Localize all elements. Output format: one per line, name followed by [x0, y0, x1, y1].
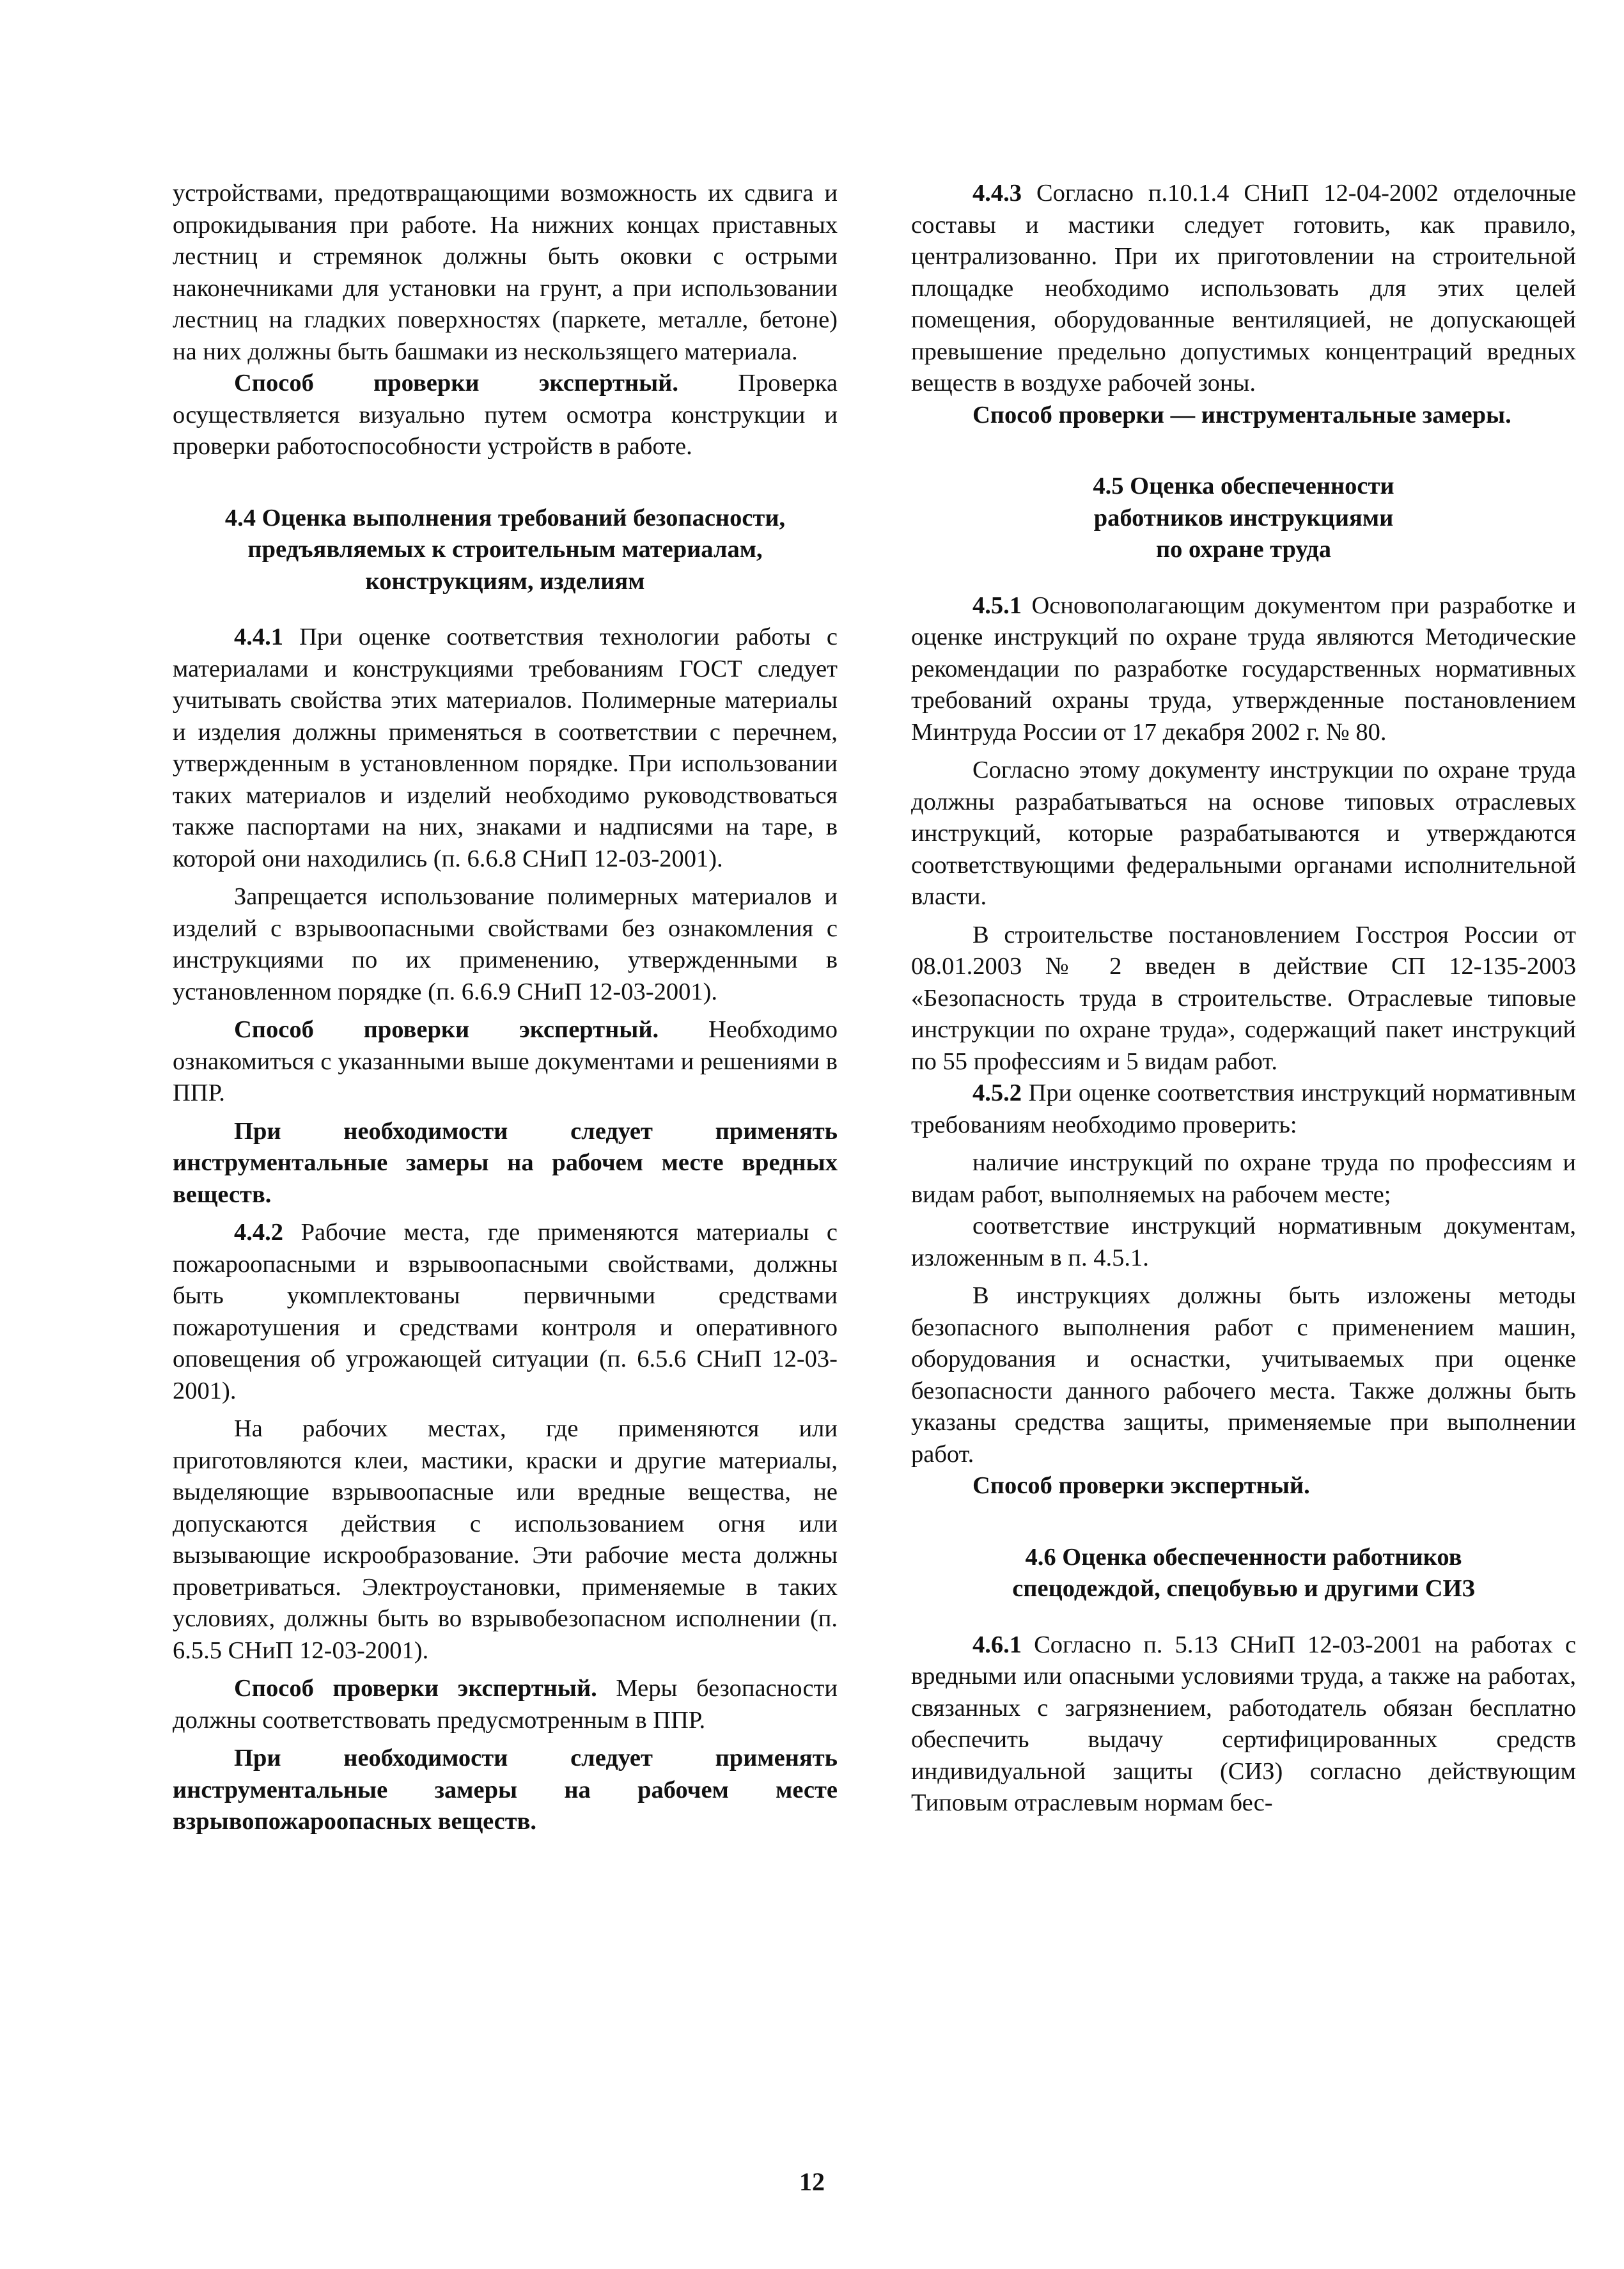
heading-line: предъявляемых к строительным материалам,	[247, 536, 763, 563]
paragraph-4-5-1	[911, 590, 1576, 749]
clause-number: 4.5.2	[972, 1080, 1022, 1106]
paragraph-construction: В строительстве постановлением Госстроя России от 08.01.2003 № 2 введен в действие СП 12-135-2003 «Безопасность труда в строительстве. Отраслевые типовые инструкции по охране труда», содержащий пакет инструкций по 55 профессиям и 5 видам работ.	[911, 921, 1576, 1075]
clause-number: 4.4.1	[234, 624, 283, 650]
clause-text: Согласно п.10.1.4 СНиП 12-04-2002 отделочные составы и мастики следует готовить, как правило, централизованно. При их приготовлении на строительной площадке необходимо использовать для этих целей помещения, оборудованные вентиляцией, не допускающей превышение предельно допустимых концентраций вредных веществ в воздухе рабочей зоны.	[911, 180, 1576, 396]
paragraph-prohibition: Запрещается использование полимерных материалов и изделий с взрывоопасными свойствами без ознакомления с инструкциями по их применению, утвержденными в установленном порядке (п. 6.6.9 СНиП 12-03-2001).	[173, 883, 838, 1005]
section-heading-4-5	[911, 471, 1576, 566]
clause-text: Основополагающим документом при разработке и оценке инструкций по охране труда являются Методические рекомендации по разработке государственных нормативных требований охраны труда, утвержденные постановлением Минтруда России от 17 декабря 2002 г. № 80.	[911, 592, 1576, 746]
check-method-text: Необходимо ознакомиться с указанными выше документами и решениями в ППР.	[173, 1016, 838, 1106]
heading-line: работников инструкциями	[1093, 504, 1394, 531]
clause-number: 4.6.1	[972, 1631, 1022, 1658]
clause-text: Рабочие места, где применяются материалы с пожароопасными и взрывоопасными свойствами, должны быть укомплектованы первичными средствами пожаротушения и средствами контроля и оперативного оповещения об угрожающей ситуации (п. 6.5.6 СНиП 12-03-2001).	[173, 1219, 838, 1404]
paragraph-check-method-2	[173, 1014, 838, 1110]
heading-line: конструкциям, изделиям	[365, 567, 645, 595]
heading-line: по охране труда	[1156, 536, 1331, 563]
paragraph-4-4-1	[173, 622, 838, 875]
right-column	[911, 178, 1576, 1819]
clause-text: При оценке соответствия инструкций нормативным требованиям необходимо проверить:	[911, 1080, 1576, 1138]
check-method-label: Способ проверки экспертный.	[234, 1675, 597, 1702]
paragraph-check-method-3	[173, 1673, 838, 1736]
left-column	[173, 178, 838, 1838]
paragraph-check-method-1	[173, 368, 838, 463]
heading-line: 4.6 Оценка обеспеченности работников	[1025, 1543, 1462, 1571]
section-heading-4-6	[911, 1542, 1576, 1605]
paragraph-according: Согласно этому документу инструкции по охране труда должны разрабатываться на основе типовых отраслевых инструкций, которые разрабатываются и утверждаются соответствующими федеральными органами исполнительной власти.	[911, 757, 1576, 910]
clause-number: 4.4.2	[234, 1219, 283, 1246]
paragraph-ladders: устройствами, предотвращающими возможность их сдвига и опрокидывания при работе. На нижних концах приставных лестниц и стремянок должны быть оковки с острыми наконечниками для установки на грунт, а при использовании лестниц на гладких поверхностях (паркете, металле, бетоне) на них должны быть башмаки из нескользящего материала.	[173, 180, 838, 365]
clause-number: 4.4.3	[972, 180, 1022, 207]
paragraph-compliance: соответствие инструкций нормативным документам, изложенным в п. 4.5.1.	[911, 1213, 1576, 1271]
check-method-text: Проверка осуществляется визуально путем осмотра конструкции и проверки работоспособности устройств в работе.	[173, 370, 838, 460]
paragraph-4-6-1	[911, 1629, 1576, 1819]
clause-number: 4.5.1	[972, 592, 1022, 619]
paragraph-check-method-5: Способ проверки экспертный.	[972, 1472, 1310, 1499]
paragraph-4-4-3	[911, 178, 1576, 400]
heading-line: спецодеждой, спецобувью и другими СИЗ	[1012, 1575, 1475, 1602]
paragraph-check-method-4: Способ проверки — инструментальные замеры.	[972, 401, 1511, 428]
paragraph-presence: наличие инструкций по охране труда по профессиям и видам работ, выполняемых на рабочем месте;	[911, 1149, 1576, 1208]
paragraph-4-5-2	[911, 1078, 1576, 1141]
paragraph-methods: В инструкциях должны быть изложены методы безопасного выполнения работ с применением машин, оборудования и оснастки, учитываемых при оценке безопасности данного рабочего места. Также должны быть указаны средства защиты, применяемые при выполнении работ.	[911, 1282, 1576, 1468]
check-method-label: Способ проверки экспертный.	[234, 1016, 659, 1043]
paragraph-instrumental-note-1: При необходимости следует применять инструментальные замеры на рабочем месте вредных веществ.	[173, 1117, 838, 1208]
heading-line: 4.5 Оценка обеспеченности	[1093, 473, 1394, 499]
clause-text: Согласно п. 5.13 СНиП 12-03-2001 на работах с вредными или опасными условиями труда, а также на работах, связанных с загрязнением, работодатель обязан бесплатно обеспечить выдачу сертифицированных средств индивидуальной защиты (СИЗ) согласно действующим Типовым отраслевым нормам бес-	[911, 1631, 1576, 1816]
page-number: 12	[799, 2167, 825, 2196]
paragraph-instrumental-note-2: При необходимости следует применять инструментальные замеры на рабочем месте взрывопожароопасных веществ.	[173, 1745, 838, 1835]
heading-line: 4.4 Оценка выполнения требований безопасности,	[224, 504, 786, 531]
paragraph-workplaces: На рабочих местах, где применяются или приготовляются клеи, мастики, краски и другие материалы, выделяющие взрывоопасные или вредные вещества, не допускаются действия с использованием огня или вызывающие искрообразование. Эти рабочие места должны проветриваться. Электроустановки, применяемые в таких условиях, должны быть во взрывобезопасном исполнении (п. 6.5.5 СНиП 12-03-2001).	[173, 1415, 838, 1664]
check-method-text: Меры безопасности должны соответствовать предусмотренным в ППР.	[173, 1675, 838, 1734]
clause-text: При оценке соответствия технологии работы с материалами и конструкциями требованиям ГОСТ следует учитывать свойства этих материалов. Полимерные материалы и изделия должны применяться в соответствии с перечнем, утвержденным в установленном порядке. При использовании таких материалов и изделий необходимо руководствоваться также паспортами на них, знаками и надписями на таре, в которой они находились (п. 6.6.8 СНиП 12-03-2001).	[173, 624, 838, 872]
section-heading-4-4	[173, 503, 838, 598]
check-method-label: Способ проверки экспертный.	[234, 370, 678, 396]
paragraph-4-4-2	[173, 1217, 838, 1407]
